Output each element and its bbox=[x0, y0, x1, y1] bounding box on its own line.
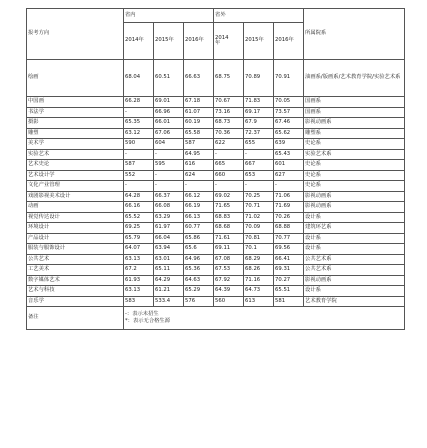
out-province-header: 省外 bbox=[214, 9, 304, 23]
score-cell: 613 bbox=[244, 296, 274, 307]
score-cell: 68.75 bbox=[214, 60, 244, 97]
score-cell: 587 bbox=[124, 160, 154, 171]
direction-cell: 环境设计 bbox=[27, 223, 124, 234]
table-row bbox=[27, 107, 405, 118]
table-row bbox=[27, 212, 405, 223]
score-cell: 66.37 bbox=[154, 191, 184, 202]
score-cell: 67.9 bbox=[244, 118, 274, 129]
dept-cell: 史论系 bbox=[304, 139, 405, 150]
direction-cell: 实验艺术 bbox=[27, 149, 124, 160]
direction-header: 报考方向 bbox=[27, 9, 124, 60]
dept-cell: 公共艺术系 bbox=[304, 254, 405, 265]
score-cell: - bbox=[214, 149, 244, 160]
score-cell: 63.01 bbox=[154, 254, 184, 265]
score-cell: 624 bbox=[184, 170, 214, 181]
direction-cell: 艺术与科技 bbox=[27, 286, 124, 297]
score-cell: 70.89 bbox=[244, 60, 274, 97]
score-cell: 627 bbox=[274, 170, 304, 181]
score-cell: 65.52 bbox=[124, 212, 154, 223]
score-cell: 67.53 bbox=[214, 265, 244, 276]
score-cell: 68.29 bbox=[244, 254, 274, 265]
score-cell: 68.88 bbox=[274, 223, 304, 234]
table-row bbox=[27, 296, 405, 307]
score-cell: 67.18 bbox=[184, 97, 214, 108]
score-cell: - bbox=[214, 181, 244, 192]
score-cell: 68.83 bbox=[214, 212, 244, 223]
score-cell: 65.86 bbox=[184, 233, 214, 244]
score-cell: 66.01 bbox=[154, 118, 184, 129]
direction-cell: 视觉传达设计 bbox=[27, 212, 124, 223]
score-cell: 71.83 bbox=[244, 97, 274, 108]
score-cell: 60.19 bbox=[184, 118, 214, 129]
direction-cell: 文化产业管理 bbox=[27, 181, 124, 192]
score-cell: 63.13 bbox=[124, 286, 154, 297]
score-cell: 64.07 bbox=[124, 244, 154, 255]
year-out-2016: 2016年 bbox=[274, 23, 304, 60]
score-cell: 66.16 bbox=[124, 202, 154, 213]
score-cell: 63.94 bbox=[154, 244, 184, 255]
score-cell: 65.62 bbox=[274, 128, 304, 139]
score-cell: 71.06 bbox=[274, 191, 304, 202]
notes-content bbox=[124, 307, 405, 330]
score-cell: 69.56 bbox=[274, 244, 304, 255]
score-cell: 601 bbox=[274, 160, 304, 171]
direction-cell: 动画 bbox=[27, 202, 124, 213]
score-cell: 66.41 bbox=[274, 254, 304, 265]
direction-cell: 产品设计 bbox=[27, 233, 124, 244]
notes-label: 备注 bbox=[27, 307, 124, 330]
direction-cell: 音乐学 bbox=[27, 296, 124, 307]
table-row bbox=[27, 160, 405, 171]
dept-cell: 国画系 bbox=[304, 97, 405, 108]
table-row bbox=[27, 181, 405, 192]
table-row bbox=[27, 139, 405, 150]
score-cell: 655 bbox=[244, 139, 274, 150]
score-cell: 64.39 bbox=[214, 286, 244, 297]
score-cell: 616 bbox=[184, 160, 214, 171]
score-cell: 67.08 bbox=[214, 254, 244, 265]
table-row bbox=[27, 223, 405, 234]
score-cell: - bbox=[154, 149, 184, 160]
direction-cell: 摄影 bbox=[27, 118, 124, 129]
score-cell: 68.68 bbox=[214, 223, 244, 234]
note-line-1: -：表示未招生 bbox=[125, 311, 159, 318]
score-cell: 70.25 bbox=[244, 191, 274, 202]
score-cell: 60.77 bbox=[184, 223, 214, 234]
score-cell: 73.57 bbox=[274, 107, 304, 118]
table-row bbox=[27, 286, 405, 297]
score-cell: 61.07 bbox=[184, 107, 214, 118]
dept-cell: 史论系 bbox=[304, 181, 405, 192]
score-cell: 583 bbox=[124, 296, 154, 307]
table-row bbox=[27, 254, 405, 265]
direction-cell: 数字媒体艺术 bbox=[27, 275, 124, 286]
score-cell: 65.51 bbox=[274, 286, 304, 297]
score-cell: 61.21 bbox=[154, 286, 184, 297]
dept-cell: 实验艺术系 bbox=[304, 149, 405, 160]
score-cell: 66.96 bbox=[154, 107, 184, 118]
score-cell: 65.79 bbox=[124, 233, 154, 244]
score-cell: 665 bbox=[214, 160, 244, 171]
score-cell: 64.95 bbox=[184, 149, 214, 160]
score-cell: 595 bbox=[154, 160, 184, 171]
dept-cell: 史论系 bbox=[304, 160, 405, 171]
score-cell: 69.25 bbox=[124, 223, 154, 234]
score-cell: 65.11 bbox=[154, 265, 184, 276]
direction-cell: 戏剧影视美术设计 bbox=[27, 191, 124, 202]
score-cell: 68.04 bbox=[124, 60, 154, 97]
dept-cell: 国画系 bbox=[304, 107, 405, 118]
score-cell: 67.46 bbox=[274, 118, 304, 129]
dept-cell: 影视动画系 bbox=[304, 118, 405, 129]
score-cell: 69.31 bbox=[274, 265, 304, 276]
score-cell: - bbox=[154, 181, 184, 192]
table-row bbox=[27, 233, 405, 244]
score-cell: 65.35 bbox=[124, 118, 154, 129]
score-cell: 70.09 bbox=[244, 223, 274, 234]
score-cell: 70.36 bbox=[214, 128, 244, 139]
score-cell: 64.63 bbox=[184, 275, 214, 286]
score-cell: 70.67 bbox=[214, 97, 244, 108]
score-cell: 66.28 bbox=[124, 97, 154, 108]
score-cell: 70.77 bbox=[274, 233, 304, 244]
dept-header: 所属院系 bbox=[304, 9, 405, 60]
score-cell: - bbox=[154, 170, 184, 181]
direction-cell: 艺术设计学 bbox=[27, 170, 124, 181]
score-cell: 65.43 bbox=[274, 149, 304, 160]
score-cell: 660 bbox=[214, 170, 244, 181]
score-cell: 604 bbox=[154, 139, 184, 150]
dept-cell: 影视动画系 bbox=[304, 191, 405, 202]
dept-cell: 设计系 bbox=[304, 233, 405, 244]
score-cell: 66.19 bbox=[184, 202, 214, 213]
score-cell: - bbox=[184, 181, 214, 192]
table-row bbox=[27, 265, 405, 276]
score-cell: 667 bbox=[244, 160, 274, 171]
table-row bbox=[27, 118, 405, 129]
dept-cell: 史论系 bbox=[304, 170, 405, 181]
score-cell: 61.97 bbox=[154, 223, 184, 234]
score-cell: 67.2 bbox=[124, 265, 154, 276]
admission-score-table bbox=[26, 8, 405, 330]
score-cell: 69.11 bbox=[214, 244, 244, 255]
direction-cell: 工艺美术 bbox=[27, 265, 124, 276]
score-cell: 576 bbox=[184, 296, 214, 307]
score-cell: 67.92 bbox=[214, 275, 244, 286]
score-cell: 69.17 bbox=[244, 107, 274, 118]
direction-cell: 书法学 bbox=[27, 107, 124, 118]
score-cell: 66.13 bbox=[184, 212, 214, 223]
score-cell: 560 bbox=[214, 296, 244, 307]
score-cell: - bbox=[244, 149, 274, 160]
dept-cell: 公共艺术系 bbox=[304, 265, 405, 276]
dept-cell: 影视动画系 bbox=[304, 202, 405, 213]
table-row bbox=[27, 202, 405, 213]
table-row bbox=[27, 244, 405, 255]
score-cell: 66.12 bbox=[184, 191, 214, 202]
score-cell: 61.93 bbox=[124, 275, 154, 286]
direction-cell: 美术学 bbox=[27, 139, 124, 150]
score-cell: 552 bbox=[124, 170, 154, 181]
score-cell: 60.51 bbox=[154, 60, 184, 97]
score-cell: 64.28 bbox=[124, 191, 154, 202]
table-row bbox=[27, 97, 405, 108]
score-cell: 71.65 bbox=[214, 202, 244, 213]
score-cell: 71.02 bbox=[244, 212, 274, 223]
score-cell: 66.08 bbox=[154, 202, 184, 213]
score-cell: 70.1 bbox=[244, 244, 274, 255]
score-cell: 533.4 bbox=[154, 296, 184, 307]
score-cell: 69.01 bbox=[154, 97, 184, 108]
score-cell: 590 bbox=[124, 139, 154, 150]
score-cell: 639 bbox=[274, 139, 304, 150]
year-in-2014: 2014年 bbox=[124, 23, 154, 60]
score-cell: 70.26 bbox=[274, 212, 304, 223]
direction-cell: 服装与服饰设计 bbox=[27, 244, 124, 255]
header-row-1 bbox=[27, 9, 405, 23]
score-cell: 66.63 bbox=[184, 60, 214, 97]
score-cell: 63.13 bbox=[124, 254, 154, 265]
dept-cell: 建筑环艺系 bbox=[304, 223, 405, 234]
dept-cell: 设计系 bbox=[304, 212, 405, 223]
direction-cell: 公共艺术 bbox=[27, 254, 124, 265]
score-cell: 65.29 bbox=[184, 286, 214, 297]
dept-cell: 影视动画系 bbox=[304, 275, 405, 286]
dept-cell: 油画系/版画系/艺术教育学院/实验艺术系 bbox=[304, 60, 405, 97]
year-out-2015: 2015年 bbox=[244, 23, 274, 60]
score-cell: 70.71 bbox=[244, 202, 274, 213]
score-cell: 71.16 bbox=[244, 275, 274, 286]
notes-row bbox=[27, 307, 405, 330]
direction-cell: 雕塑 bbox=[27, 128, 124, 139]
score-cell: 68.26 bbox=[244, 265, 274, 276]
table-row bbox=[27, 60, 405, 97]
score-cell: 72.37 bbox=[244, 128, 274, 139]
score-cell: 70.27 bbox=[274, 275, 304, 286]
score-cell: 65.58 bbox=[184, 128, 214, 139]
score-cell: - bbox=[244, 181, 274, 192]
score-cell: 69.02 bbox=[214, 191, 244, 202]
direction-cell: 中国画 bbox=[27, 97, 124, 108]
table-row bbox=[27, 191, 405, 202]
score-cell: 64.29 bbox=[154, 275, 184, 286]
score-cell: 65.6 bbox=[184, 244, 214, 255]
score-cell: - bbox=[124, 107, 154, 118]
direction-cell: 艺术史论 bbox=[27, 160, 124, 171]
score-cell: 70.91 bbox=[274, 60, 304, 97]
score-cell: 64.73 bbox=[244, 286, 274, 297]
score-cell: 65.36 bbox=[184, 265, 214, 276]
score-cell: - bbox=[124, 181, 154, 192]
score-cell: 587 bbox=[184, 139, 214, 150]
score-cell: 64.96 bbox=[184, 254, 214, 265]
year-out-2014: 2014 年 bbox=[214, 23, 244, 60]
score-cell: 70.81 bbox=[244, 233, 274, 244]
score-cell: 63.12 bbox=[124, 128, 154, 139]
in-province-header: 省内 bbox=[124, 9, 214, 23]
year-in-2016: 2016年 bbox=[184, 23, 214, 60]
score-cell: 66.04 bbox=[154, 233, 184, 244]
score-cell: 67.06 bbox=[154, 128, 184, 139]
score-cell: 581 bbox=[274, 296, 304, 307]
score-cell: 71.69 bbox=[274, 202, 304, 213]
score-cell: - bbox=[274, 181, 304, 192]
score-cell: 63.29 bbox=[154, 212, 184, 223]
score-cell: 622 bbox=[214, 139, 244, 150]
data-rows bbox=[27, 60, 405, 307]
table-row bbox=[27, 149, 405, 160]
score-cell: 653 bbox=[244, 170, 274, 181]
score-cell: 70.05 bbox=[274, 97, 304, 108]
score-cell: 71.61 bbox=[214, 233, 244, 244]
score-cell: - bbox=[124, 149, 154, 160]
dept-cell: 设计系 bbox=[304, 244, 405, 255]
score-cell: 68.73 bbox=[214, 118, 244, 129]
table-row bbox=[27, 128, 405, 139]
dept-cell: 设计系 bbox=[304, 286, 405, 297]
direction-cell: 绘画 bbox=[27, 60, 124, 97]
dept-cell: 雕塑系 bbox=[304, 128, 405, 139]
table-row bbox=[27, 170, 405, 181]
note-line-2: *：表示无合格生源 bbox=[125, 318, 171, 324]
table-row bbox=[27, 275, 405, 286]
score-cell: 73.16 bbox=[214, 107, 244, 118]
year-in-2015: 2015年 bbox=[154, 23, 184, 60]
dept-cell: 艺术教育学院 bbox=[304, 296, 405, 307]
